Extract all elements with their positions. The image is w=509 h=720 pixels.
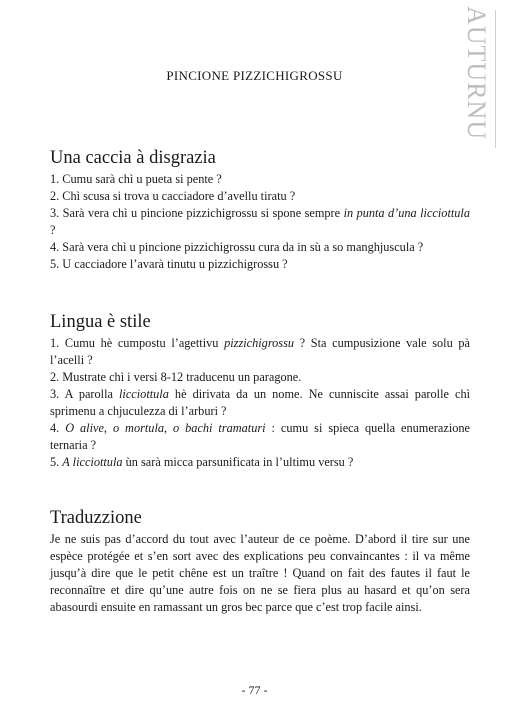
- question-text: ùn sarà micca parsunificata in l’ultimu versu ?: [122, 455, 354, 470]
- question-item: [50, 386, 470, 420]
- section-lingua: [50, 312, 470, 471]
- section-heading: Lingua è stile: [50, 312, 151, 332]
- question-text: 1. Cumu hè cumpostu l’agettivu: [50, 336, 225, 351]
- question-item: [50, 205, 470, 239]
- section-heading: Una caccia à disgrazia: [50, 148, 216, 168]
- question-italic-phrase: in punta d’una licciottula: [343, 206, 470, 221]
- poem-title: PINCIONE PIZZICHIGROSSU: [166, 68, 343, 83]
- question-text: 3. Sarà vera chì u pincione pizzichigrossu si spone sempre: [50, 206, 344, 221]
- translation-paragraph: Je ne suis pas d’accord du tout avec l’auteur de ce poème. D’abord il tire sur une espèce protégée et s’en sort avec des explications peu convaincantes : il va même jusqu’à dire que le petit chêne est un traître ! Quand on fait des fautes il faut le reconnaître et dire qu’une autre fois on ne se fiera plus au hasard et qu’on sera abasourdi ensuite en ramassant un gros bec parce que c’est trop facile ainsi.: [50, 532, 470, 615]
- question-italic-phrase: licciottula: [119, 387, 169, 402]
- question-item: [50, 335, 470, 369]
- question-text: 3. A parolla: [50, 387, 120, 402]
- section-caccia: [50, 148, 470, 273]
- question-item: 1. Cumu sarà chì u pueta si pente ?: [50, 172, 222, 187]
- question-item: [50, 420, 470, 454]
- question-list: [50, 171, 470, 273]
- question-italic-phrase: A licciottula: [62, 455, 123, 470]
- question-item: 5. U cacciadore l’avarà tinutu u pizzichigrossu ?: [50, 257, 288, 272]
- chapter-side-tab-label: AUTURNU: [462, 6, 491, 141]
- question-text: 4.: [50, 421, 66, 436]
- question-text: hè dirivata da un nome. Ne cunniscite assai parolle chì sprimenu a chjuculezza di l’arburi ?: [50, 387, 471, 419]
- question-text: ?: [50, 223, 56, 238]
- section-heading: Traduzzione: [50, 508, 142, 528]
- question-text: 5.: [50, 455, 63, 470]
- question-text: ? Sta cumpusizione vale solu pà l’acelli ?: [50, 336, 470, 368]
- question-italic-phrase: pizzichigrossu: [224, 336, 295, 351]
- question-text: : cumu si spieca quella enumerazione ternaria ?: [50, 421, 470, 453]
- question-item: [50, 454, 470, 471]
- page-number: - 77 -: [241, 683, 268, 697]
- question-item: 2. Chì scusa si trova u cacciadore d’avellu tiratu ?: [50, 189, 296, 204]
- question-item: 4. Sarà vera chì u pincione pizzichigrossu cura da in sù a so manghjuscula ?: [50, 240, 424, 255]
- question-italic-phrase: O alive, o mortula, o bachi tramaturi: [65, 421, 266, 436]
- question-list: [50, 335, 470, 471]
- question-item: 2. Mustrate chì i versi 8-12 traducenu un paragone.: [50, 370, 302, 385]
- section-traduzzione: [50, 508, 470, 616]
